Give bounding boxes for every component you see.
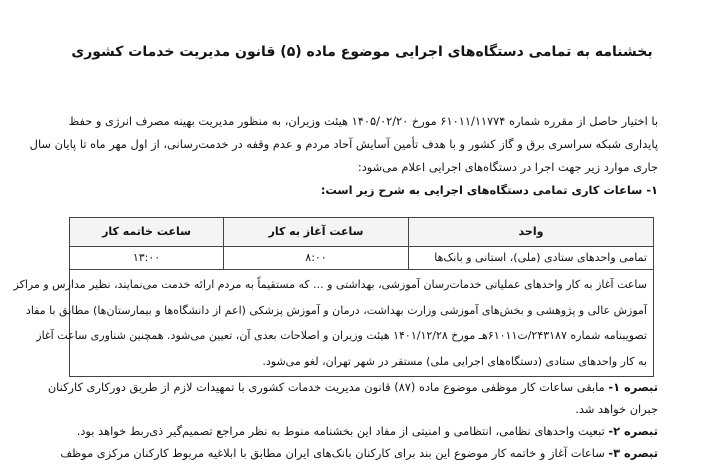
intro-line: پایداری شبکه سراسری برق و گاز کشور و با هدف تأمین آسایش آحاد مردم و عدم وقفه در خدمت‌رسانی، از اول مهر ماه تا پایان سال bbox=[29, 137, 658, 151]
document-title: بخشنامه به تمامی دستگاه‌های اجرایی موضوع ماده (۵) قانون مدیریت خدمات کشوری bbox=[71, 44, 653, 60]
intro-line: جاری موارد زیر جهت اجرا در دستگاه‌های اجرایی اعلام می‌شود: bbox=[357, 160, 658, 174]
note-line: ساعت آغاز به کار واحدهای عملیاتی خدمات‌رسان آموزشی، بهداشتی و ... که مستقیماً به مردم ارائه خدمت می‌نمایند، نظیر مدارس و مراکز bbox=[13, 278, 647, 291]
table-row bbox=[70, 247, 653, 270]
table-note bbox=[13, 270, 653, 376]
clause-text: ساعات آغاز و خاتمه کار موضوع این بند برای کارکنان بانک‌های ایران مطابق با ابلاغیه مربوط کارکنان مرکزی موظف bbox=[60, 446, 605, 460]
cell-start-time: ۸:۰۰ bbox=[223, 247, 408, 269]
clause-text: مابقی ساعات کار موظفی موضوع ماده (۸۷) قانون مدیریت خدمات کشوری با تمهیدات لازم از طریق دورکاری کارکنان bbox=[47, 380, 605, 394]
clause-3 bbox=[60, 442, 658, 464]
intro-line: با اختیار حاصل از مقرره شماره ۶۱۰۱۱/۱۱۷۷۴ مورخ ۱۴۰۵/۰۲/۲۰ هیئت وزیران، به منظور مدیریت بهینه مصرف انرژی و حفظ bbox=[68, 114, 658, 128]
clause-label: تبصره ۳- bbox=[608, 446, 658, 460]
header-unit: واحد bbox=[408, 218, 653, 246]
clause-text: جبران خواهد شد. bbox=[575, 402, 658, 416]
clause-1 bbox=[47, 376, 658, 398]
working-hours-table bbox=[13, 217, 654, 377]
note-line: تصویبنامه شماره ۲۴۳۱۸۷/ت۶۱۰۱۱هـ مورخ ۱۴۰۱/۱۲/۲۸ هیئت وزیران و اصلاحات بعدی آن، تعیین می‌شود. همچنین شناوری ساعت آغاز bbox=[36, 329, 647, 342]
header-end-time: ساعت خاتمه کار bbox=[102, 225, 191, 238]
header-start-time: ساعت آغاز به کار bbox=[223, 218, 408, 246]
clause-text: تبعیت واحدهای نظامی، انتظامی و امنیتی از مفاد این بخشنامه منوط به نظر مراجع تصمیم‌گیر ذی‌ربط خواهد بود. bbox=[76, 424, 605, 438]
item-1-heading: ۱- ساعات کاری تمامی دستگاه‌های اجرایی به شرح زیر است: bbox=[320, 183, 658, 197]
cell-unit: تمامی واحدهای ستادی (ملی)، استانی و بانک‌ها bbox=[408, 247, 653, 269]
cell-end-time: ۱۳:۰۰ bbox=[132, 251, 161, 264]
clause-2 bbox=[64, 420, 658, 442]
clause-1-continued bbox=[64, 398, 658, 420]
note-line: به کار واحدهای ستادی (دستگاه‌های اجرایی ملی) مستقر در شهر تهران، لغو می‌شود. bbox=[262, 354, 647, 368]
clause-label: تبصره ۲- bbox=[608, 424, 658, 438]
clauses-section bbox=[47, 376, 658, 464]
note-line: آموزش عالی و پژوهشی و بخش‌های آموزشی وزارت بهداشت، درمان و آموزش پزشکی (اعم از دانشگاه‌ها و بیمارستان‌ها) مطابق با مفاد bbox=[25, 303, 647, 317]
intro-paragraph bbox=[29, 110, 658, 202]
table-header-row bbox=[70, 218, 653, 247]
clause-label: تبصره ۱- bbox=[608, 380, 658, 394]
